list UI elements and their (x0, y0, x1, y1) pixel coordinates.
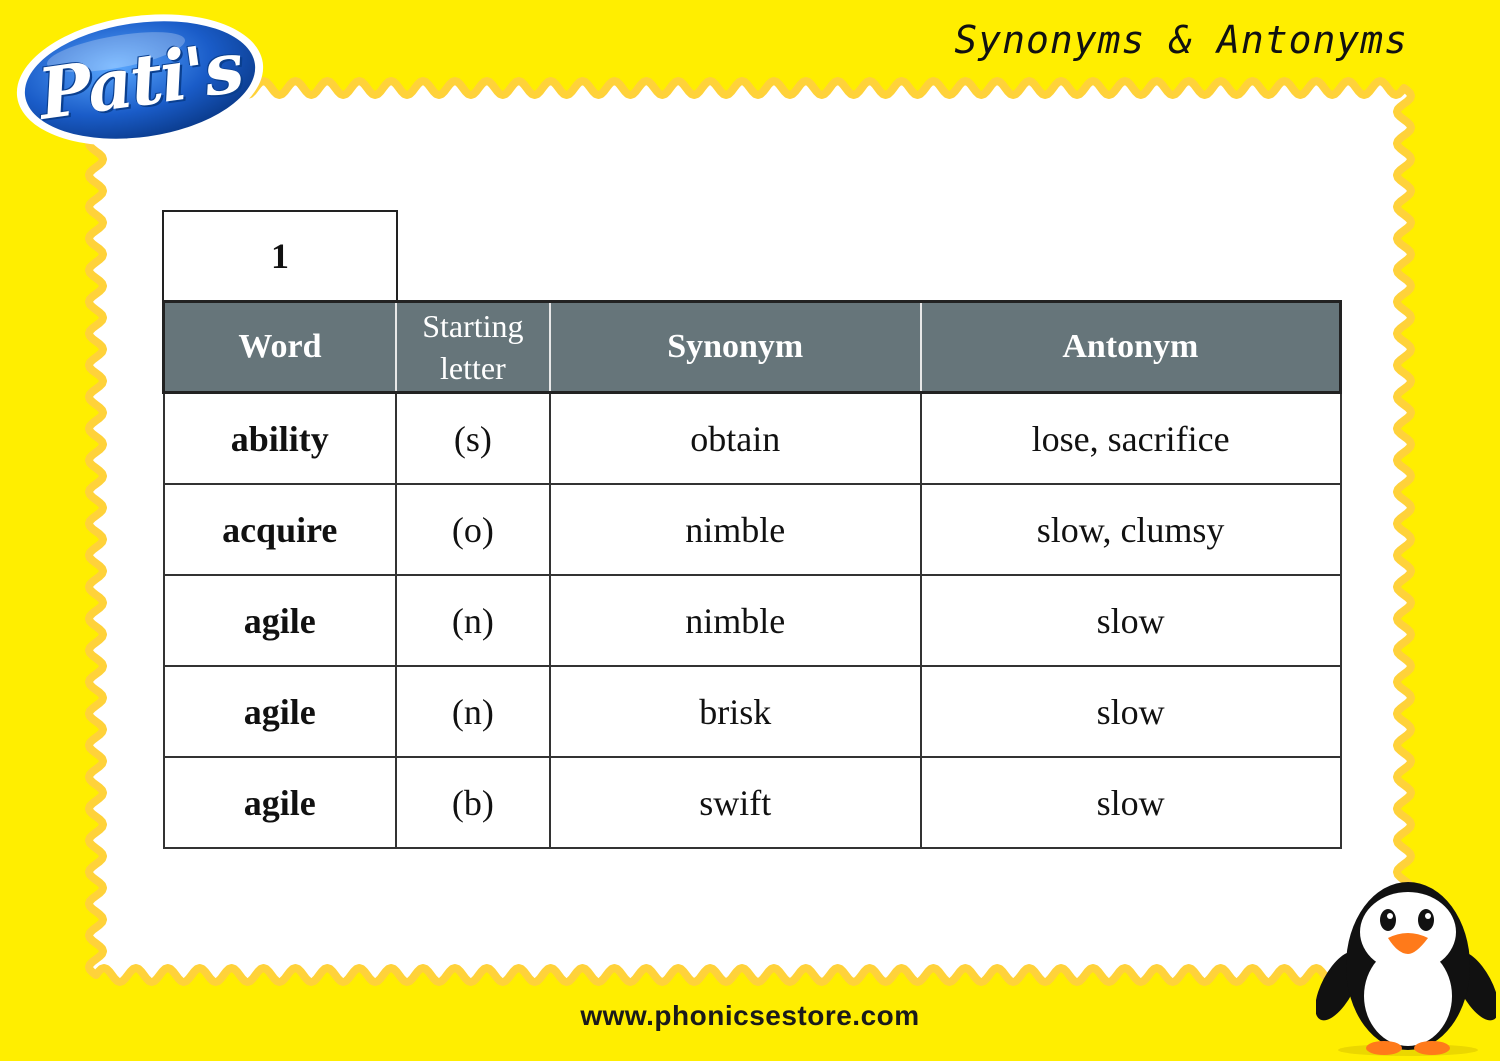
card-number: 1 (162, 210, 398, 300)
table-row (164, 757, 1341, 848)
table-header-row (164, 302, 1341, 393)
cell-antonym: slow (921, 757, 1341, 848)
synonym-antonym-table (162, 300, 1342, 849)
cell-word: agile (164, 575, 396, 666)
cell-word: acquire (164, 484, 396, 575)
cell-synonym: nimble (550, 484, 921, 575)
page-title: Synonyms & Antonyms (954, 18, 1408, 62)
cell-letter: (b) (396, 757, 550, 848)
column-header-starting-letter: Starting letter (396, 302, 550, 393)
cell-letter: (n) (396, 575, 550, 666)
column-header-synonym: Synonym (550, 302, 921, 393)
table-row (164, 575, 1341, 666)
column-header-word: Word (164, 302, 396, 393)
column-header-antonym: Antonym (921, 302, 1341, 393)
table-row (164, 484, 1341, 575)
cell-synonym: nimble (550, 575, 921, 666)
cell-word: ability (164, 393, 396, 485)
cell-antonym: slow, clumsy (921, 484, 1341, 575)
table-row (164, 666, 1341, 757)
cell-word: agile (164, 757, 396, 848)
logo-text: Pati's (33, 24, 247, 136)
cell-letter: (n) (396, 666, 550, 757)
cell-letter: (s) (396, 393, 550, 485)
cell-word: agile (164, 666, 396, 757)
cell-antonym: lose, sacrifice (921, 393, 1341, 485)
table-row (164, 393, 1341, 485)
cell-antonym: slow (921, 666, 1341, 757)
cell-antonym: slow (921, 575, 1341, 666)
footer-url: www.phonicsestore.com (580, 1000, 920, 1031)
cell-synonym: brisk (550, 666, 921, 757)
penguin-icon (1316, 868, 1496, 1058)
cell-synonym: obtain (550, 393, 921, 485)
cell-letter: (o) (396, 484, 550, 575)
cell-synonym: swift (550, 757, 921, 848)
